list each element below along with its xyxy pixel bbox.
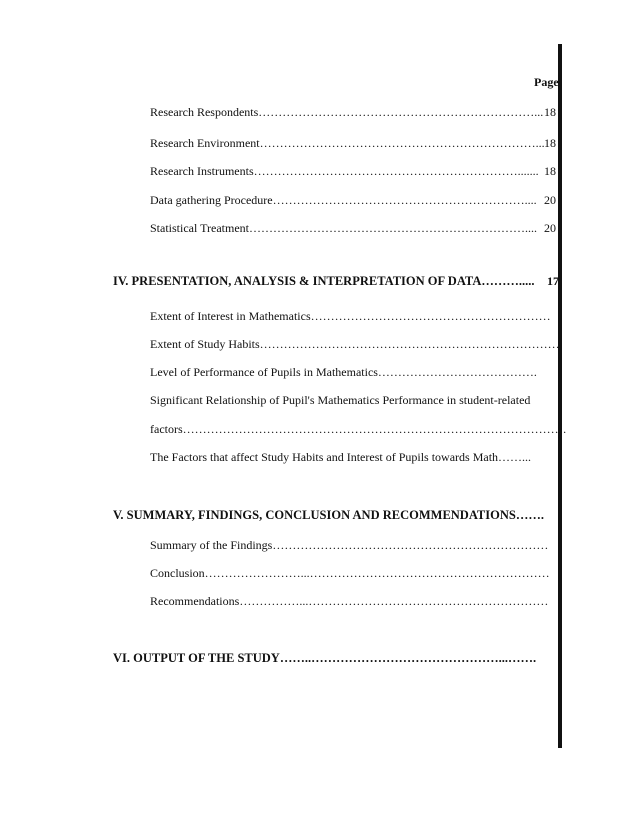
section-item: Level of Performance of Pupils in Mathematics………………………………….: [150, 365, 537, 379]
entry-title: Research Environment……………………………………………………………...: [150, 136, 545, 150]
entry-page-number: 20: [544, 221, 556, 235]
page-column-label: Page: [534, 75, 559, 89]
section-item: Conclusion……………………...……………………………………………………: [150, 566, 550, 580]
section-item: Recommendations……………...……………………………………………………: [150, 594, 549, 608]
section-item: Summary of the Findings……………………………………………………………: [150, 538, 549, 552]
section-heading: VI. OUTPUT OF THE STUDY……..………………………………………...…….: [113, 651, 537, 665]
section-page-number: 17: [547, 274, 559, 288]
section-item: factors……………………………………………………………………………………: [150, 422, 567, 436]
entry-title: Statistical Treatment……………………………………………………………....: [150, 221, 537, 235]
entry-page-number: 18: [544, 136, 556, 150]
entry-page-number: 20: [544, 193, 556, 207]
entry-title: Data gathering Procedure………………………………………………………....: [150, 193, 537, 207]
section-heading: V. SUMMARY, FINDINGS, CONCLUSION AND RECOMMENDATIONS…….: [113, 508, 544, 522]
section-item: Significant Relationship of Pupil's Mathematics Performance in student-related: [150, 393, 531, 407]
section-item: Extent of Interest in Mathematics……………………………………………………: [150, 309, 551, 323]
vertical-margin-rule: [558, 44, 562, 748]
section-item: The Factors that affect Study Habits and Interest of Pupils towards Math……...: [150, 450, 532, 464]
entry-title: Research Instruments………………………………………………………….......: [150, 164, 539, 178]
entry-page-number: 18: [544, 164, 556, 178]
section-item: Extent of Study Habits…………………………………………………………………: [150, 337, 560, 351]
entry-title: Research Respondents……………………………………………………………...: [150, 105, 544, 119]
section-heading: IV. PRESENTATION, ANALYSIS & INTERPRETATION OF DATA……….....: [113, 274, 535, 288]
entry-page-number: 18: [544, 105, 556, 119]
